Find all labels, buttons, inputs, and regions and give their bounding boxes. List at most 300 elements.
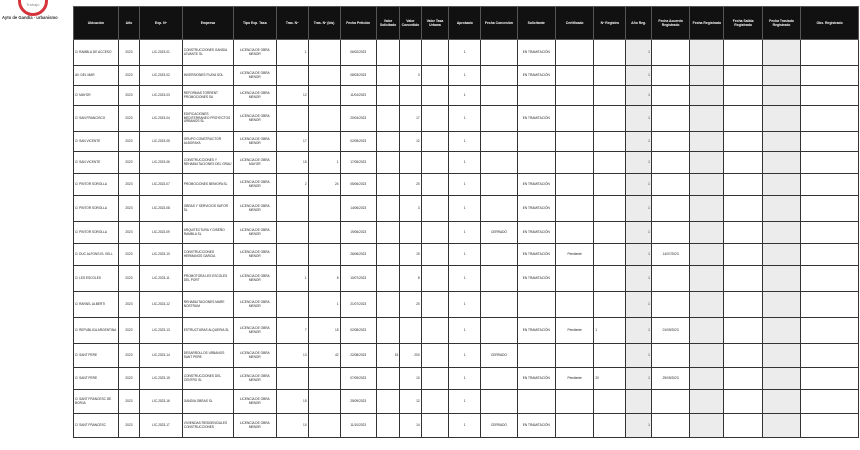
table-cell[interactable] bbox=[594, 266, 626, 292]
table-cell[interactable] bbox=[308, 244, 340, 266]
table-cell[interactable]: 7 bbox=[276, 318, 308, 344]
table-cell[interactable]: LIC-2023-03 bbox=[140, 86, 183, 106]
table-cell[interactable] bbox=[762, 244, 800, 266]
table-cell[interactable] bbox=[690, 152, 724, 174]
table-cell[interactable] bbox=[555, 414, 593, 438]
table-cell[interactable]: 8 bbox=[308, 266, 340, 292]
column-header[interactable]: Fecha Traslado Registrado bbox=[762, 7, 800, 40]
table-cell[interactable]: LICENCIA DE OBRA MENOR bbox=[233, 196, 276, 222]
column-header[interactable]: Valor Concedido bbox=[400, 7, 421, 40]
table-cell[interactable] bbox=[555, 132, 593, 152]
table-cell[interactable] bbox=[481, 40, 517, 66]
table-cell[interactable]: 1 bbox=[626, 266, 652, 292]
table-cell[interactable] bbox=[594, 344, 626, 368]
table-cell[interactable]: C/ RAMBLA DE ACCESO bbox=[74, 40, 119, 66]
table-cell[interactable]: ARQUITECTURA Y DISEÑO RAMBLA SL bbox=[182, 222, 233, 244]
table-cell[interactable]: 11/04/2023 bbox=[340, 86, 376, 106]
table-cell[interactable] bbox=[690, 40, 724, 66]
table-cell[interactable]: 1 bbox=[449, 368, 481, 390]
table-cell[interactable] bbox=[724, 86, 762, 106]
table-cell[interactable]: LIC-2023-08 bbox=[140, 196, 183, 222]
table-cell[interactable]: C/ SANT PERE bbox=[74, 368, 119, 390]
table-cell[interactable] bbox=[308, 132, 340, 152]
table-cell[interactable] bbox=[400, 222, 421, 244]
table-cell[interactable]: 1 bbox=[626, 66, 652, 86]
table-cell[interactable] bbox=[421, 132, 449, 152]
table-cell[interactable]: LIC-2023-05 bbox=[140, 132, 183, 152]
table-cell[interactable] bbox=[421, 266, 449, 292]
table-cell[interactable]: 15 bbox=[276, 390, 308, 414]
table-cell[interactable] bbox=[594, 66, 626, 86]
table-cell[interactable]: LICENCIA DE OBRA MENOR bbox=[233, 266, 276, 292]
table-cell[interactable]: 01/09/2023 bbox=[651, 318, 689, 344]
table-cell[interactable] bbox=[690, 66, 724, 86]
table-cell[interactable]: C/ MAYOR bbox=[74, 86, 119, 106]
table-cell[interactable] bbox=[481, 368, 517, 390]
column-header[interactable]: Aprobado bbox=[449, 7, 481, 40]
table-cell[interactable]: 1 bbox=[449, 318, 481, 344]
table-row[interactable] bbox=[74, 174, 859, 196]
table-row[interactable] bbox=[74, 132, 859, 152]
table-cell[interactable]: EN TRAMITACIÓN bbox=[517, 368, 555, 390]
table-cell[interactable] bbox=[651, 152, 689, 174]
table-cell[interactable]: LIC-2023-01 bbox=[140, 40, 183, 66]
table-cell[interactable]: 15 bbox=[276, 152, 308, 174]
table-cell[interactable] bbox=[724, 292, 762, 318]
table-cell[interactable] bbox=[481, 390, 517, 414]
table-cell[interactable]: LIC-2023-10 bbox=[140, 244, 183, 266]
table-cell[interactable] bbox=[555, 266, 593, 292]
table-cell[interactable]: 1 bbox=[276, 40, 308, 66]
table-cell[interactable] bbox=[594, 40, 626, 66]
table-cell[interactable] bbox=[555, 390, 593, 414]
table-cell[interactable] bbox=[276, 106, 308, 132]
table-row[interactable] bbox=[74, 292, 859, 318]
table-cell[interactable] bbox=[594, 390, 626, 414]
table-cell[interactable] bbox=[626, 390, 652, 414]
table-cell[interactable] bbox=[690, 196, 724, 222]
table-cell[interactable] bbox=[594, 414, 626, 438]
table-cell[interactable]: 1 bbox=[449, 152, 481, 174]
table-cell[interactable] bbox=[376, 106, 399, 132]
table-cell[interactable] bbox=[376, 368, 399, 390]
table-cell[interactable] bbox=[762, 196, 800, 222]
table-cell[interactable] bbox=[762, 266, 800, 292]
table-cell[interactable] bbox=[762, 390, 800, 414]
table-cell[interactable] bbox=[555, 344, 593, 368]
table-cell[interactable] bbox=[724, 368, 762, 390]
table-cell[interactable] bbox=[762, 106, 800, 132]
table-cell[interactable]: EN TRAMITACIÓN bbox=[517, 66, 555, 86]
table-cell[interactable] bbox=[481, 132, 517, 152]
table-cell[interactable] bbox=[517, 344, 555, 368]
table-cell[interactable]: LIC-2023-06 bbox=[140, 152, 183, 174]
table-cell[interactable]: C/ SANT FRANCESC bbox=[74, 414, 119, 438]
table-cell[interactable] bbox=[762, 86, 800, 106]
table-cell[interactable] bbox=[690, 318, 724, 344]
column-header[interactable]: Fecha Concesión bbox=[481, 7, 517, 40]
table-cell[interactable]: 10 bbox=[276, 414, 308, 438]
table-cell[interactable]: 14/07/2023 bbox=[651, 244, 689, 266]
table-cell[interactable] bbox=[376, 222, 399, 244]
table-cell[interactable]: 1 bbox=[626, 414, 652, 438]
table-cell[interactable] bbox=[376, 132, 399, 152]
table-cell[interactable] bbox=[421, 390, 449, 414]
table-cell[interactable]: 12 bbox=[276, 86, 308, 106]
table-cell[interactable]: 3 bbox=[400, 196, 421, 222]
table-row[interactable] bbox=[74, 40, 859, 66]
column-header[interactable]: Obs. Registrado bbox=[801, 7, 859, 40]
table-cell[interactable]: C/ RAFAEL ALBERTI bbox=[74, 292, 119, 318]
table-cell[interactable]: 2023 bbox=[118, 390, 139, 414]
table-cell[interactable]: 24 bbox=[308, 174, 340, 196]
table-cell[interactable] bbox=[555, 66, 593, 86]
table-cell[interactable] bbox=[276, 222, 308, 244]
table-cell[interactable]: 1 bbox=[626, 292, 652, 318]
table-cell[interactable]: 1 bbox=[626, 152, 652, 174]
table-cell[interactable]: 2023 bbox=[118, 344, 139, 368]
table-cell[interactable]: C/ REPUBLICA ARGENTINA bbox=[74, 318, 119, 344]
table-cell[interactable]: EN TRAMITACIÓN bbox=[517, 414, 555, 438]
table-cell[interactable] bbox=[481, 106, 517, 132]
table-cell[interactable] bbox=[651, 132, 689, 152]
table-cell[interactable]: C/ SAN VICENTE bbox=[74, 152, 119, 174]
table-cell[interactable] bbox=[724, 222, 762, 244]
table-cell[interactable]: LIC-2023-02 bbox=[140, 66, 183, 86]
table-cell[interactable]: 20 bbox=[594, 368, 626, 390]
table-cell[interactable]: 1 bbox=[626, 368, 652, 390]
table-cell[interactable] bbox=[724, 174, 762, 196]
table-cell[interactable]: LICENCIA DE OBRA MENOR bbox=[233, 106, 276, 132]
table-cell[interactable] bbox=[276, 368, 308, 390]
table-cell[interactable] bbox=[421, 86, 449, 106]
column-header[interactable]: Año bbox=[118, 7, 139, 40]
table-cell[interactable]: LIC-2023-12 bbox=[140, 292, 183, 318]
table-cell[interactable]: 1 bbox=[626, 244, 652, 266]
table-cell[interactable]: LICENCIA DE OBRA MENOR bbox=[233, 174, 276, 196]
table-cell[interactable] bbox=[724, 152, 762, 174]
table-cell[interactable] bbox=[651, 66, 689, 86]
table-cell[interactable] bbox=[517, 390, 555, 414]
table-cell[interactable] bbox=[594, 222, 626, 244]
table-cell[interactable]: 13 bbox=[276, 344, 308, 368]
table-cell[interactable] bbox=[801, 132, 859, 152]
table-cell[interactable]: 1 bbox=[626, 318, 652, 344]
table-cell[interactable]: AV. DEL MAR bbox=[74, 66, 119, 86]
table-cell[interactable] bbox=[421, 344, 449, 368]
table-cell[interactable] bbox=[594, 152, 626, 174]
table-row[interactable] bbox=[74, 66, 859, 86]
table-cell[interactable] bbox=[801, 152, 859, 174]
table-cell[interactable] bbox=[400, 318, 421, 344]
table-cell[interactable]: 08/03/2023 bbox=[340, 66, 376, 86]
table-cell[interactable]: LICENCIA DE OBRA MENOR bbox=[233, 390, 276, 414]
column-header[interactable]: Solicitante bbox=[517, 7, 555, 40]
table-cell[interactable]: LICENCIA DE OBRA MENOR bbox=[233, 414, 276, 438]
table-cell[interactable] bbox=[376, 40, 399, 66]
table-cell[interactable]: Pendiente bbox=[555, 368, 593, 390]
table-cell[interactable]: 2023 bbox=[118, 106, 139, 132]
column-header[interactable]: Valor Tasa Urbana bbox=[421, 7, 449, 40]
table-cell[interactable] bbox=[724, 390, 762, 414]
table-cell[interactable]: LIC-2023-17 bbox=[140, 414, 183, 438]
table-cell[interactable]: C/ DUC ALFONS EL VELL bbox=[74, 244, 119, 266]
table-cell[interactable] bbox=[421, 222, 449, 244]
table-cell[interactable] bbox=[762, 318, 800, 344]
table-cell[interactable]: 1 bbox=[276, 266, 308, 292]
table-cell[interactable]: EDIFICACIONES MEDITERRANEO PROYECTOS URBANOS SL bbox=[182, 106, 233, 132]
table-cell[interactable] bbox=[308, 106, 340, 132]
table-cell[interactable] bbox=[421, 368, 449, 390]
table-cell[interactable] bbox=[276, 196, 308, 222]
table-cell[interactable]: 20/04/2023 bbox=[340, 106, 376, 132]
table-cell[interactable]: 29/09/2023 bbox=[651, 368, 689, 390]
table-cell[interactable]: 02/08/2023 bbox=[340, 318, 376, 344]
table-cell[interactable] bbox=[376, 292, 399, 318]
table-cell[interactable]: CERRADO bbox=[481, 344, 517, 368]
table-cell[interactable] bbox=[376, 86, 399, 106]
table-cell[interactable] bbox=[276, 244, 308, 266]
table-cell[interactable]: 1 bbox=[594, 318, 626, 344]
table-cell[interactable]: C/ SAN FRANCISCO bbox=[74, 106, 119, 132]
column-header[interactable]: Fecha Salida Registrado bbox=[724, 7, 762, 40]
column-header[interactable]: Tras. Nº (bis) bbox=[308, 7, 340, 40]
table-cell[interactable] bbox=[555, 86, 593, 106]
table-cell[interactable]: 14 bbox=[400, 414, 421, 438]
table-cell[interactable] bbox=[724, 344, 762, 368]
table-cell[interactable] bbox=[762, 152, 800, 174]
table-cell[interactable]: C/ SANT PERE bbox=[74, 344, 119, 368]
table-cell[interactable] bbox=[421, 318, 449, 344]
table-cell[interactable] bbox=[762, 222, 800, 244]
table-cell[interactable]: 07/09/2023 bbox=[340, 368, 376, 390]
table-cell[interactable]: 1 bbox=[449, 196, 481, 222]
table-cell[interactable]: LICENCIA DE OBRA MENOR bbox=[233, 244, 276, 266]
table-cell[interactable]: 20 bbox=[400, 174, 421, 196]
table-cell[interactable] bbox=[594, 174, 626, 196]
table-cell[interactable]: Pendiente bbox=[555, 244, 593, 266]
table-cell[interactable] bbox=[724, 196, 762, 222]
table-cell[interactable]: 3 bbox=[400, 66, 421, 86]
table-cell[interactable] bbox=[801, 344, 859, 368]
table-cell[interactable] bbox=[421, 152, 449, 174]
table-cell[interactable] bbox=[555, 222, 593, 244]
table-cell[interactable] bbox=[481, 244, 517, 266]
column-header[interactable]: Empresa bbox=[182, 7, 233, 40]
table-cell[interactable]: 1 bbox=[626, 222, 652, 244]
table-cell[interactable] bbox=[724, 132, 762, 152]
table-cell[interactable]: GANDIA OBRAS SL bbox=[182, 390, 233, 414]
table-cell[interactable] bbox=[517, 292, 555, 318]
table-cell[interactable] bbox=[690, 266, 724, 292]
table-cell[interactable]: EN TRAMITACIÓN bbox=[517, 244, 555, 266]
table-cell[interactable]: C/ PINTOR SOROLLA bbox=[74, 174, 119, 196]
table-cell[interactable] bbox=[308, 86, 340, 106]
table-cell[interactable] bbox=[801, 196, 859, 222]
table-cell[interactable]: 05/06/2023 bbox=[340, 174, 376, 196]
table-cell[interactable] bbox=[762, 132, 800, 152]
table-cell[interactable]: REFORMAS TORRENT PROMOCIONES SA bbox=[182, 86, 233, 106]
table-cell[interactable] bbox=[801, 390, 859, 414]
table-cell[interactable]: 2023 bbox=[118, 196, 139, 222]
column-header[interactable]: Ubicación bbox=[74, 7, 119, 40]
table-cell[interactable]: 1 bbox=[626, 86, 652, 106]
table-cell[interactable]: 2 bbox=[276, 174, 308, 196]
table-cell[interactable] bbox=[762, 344, 800, 368]
table-cell[interactable] bbox=[421, 40, 449, 66]
table-cell[interactable] bbox=[308, 390, 340, 414]
table-cell[interactable]: 11/10/2023 bbox=[340, 414, 376, 438]
column-header[interactable]: Nº Registro bbox=[594, 7, 626, 40]
table-cell[interactable] bbox=[308, 222, 340, 244]
table-cell[interactable]: ESTRUCTURAS ALQUERIA SL bbox=[182, 318, 233, 344]
table-cell[interactable] bbox=[308, 40, 340, 66]
table-cell[interactable]: 21/07/2023 bbox=[340, 292, 376, 318]
table-cell[interactable]: 1 bbox=[449, 86, 481, 106]
table-cell[interactable]: 2023 bbox=[118, 368, 139, 390]
table-cell[interactable] bbox=[481, 86, 517, 106]
table-cell[interactable]: 200 bbox=[400, 344, 421, 368]
column-header[interactable]: Año Reg. bbox=[626, 7, 652, 40]
table-cell[interactable]: C/ SANT FRANCESC DE BORJA bbox=[74, 390, 119, 414]
table-cell[interactable]: LIC-2023-16 bbox=[140, 390, 183, 414]
table-row[interactable] bbox=[74, 222, 859, 244]
table-cell[interactable]: 17 bbox=[276, 132, 308, 152]
table-cell[interactable] bbox=[801, 174, 859, 196]
table-cell[interactable] bbox=[690, 344, 724, 368]
table-cell[interactable]: EN TRAMITACIÓN bbox=[517, 266, 555, 292]
table-cell[interactable] bbox=[481, 66, 517, 86]
table-cell[interactable]: 1 bbox=[626, 344, 652, 368]
table-cell[interactable]: LICENCIA DE OBRA MENOR bbox=[233, 368, 276, 390]
table-cell[interactable] bbox=[724, 106, 762, 132]
table-cell[interactable]: PROMOTORA LES ESCOLES DEL PORT bbox=[182, 266, 233, 292]
table-cell[interactable] bbox=[376, 318, 399, 344]
table-cell[interactable]: 19/06/2023 bbox=[340, 222, 376, 244]
table-cell[interactable] bbox=[594, 292, 626, 318]
table-cell[interactable] bbox=[308, 66, 340, 86]
table-cell[interactable]: 2023 bbox=[118, 318, 139, 344]
table-row[interactable] bbox=[74, 318, 859, 344]
table-cell[interactable]: 25/09/2023 bbox=[340, 390, 376, 414]
table-cell[interactable] bbox=[801, 292, 859, 318]
table-cell[interactable] bbox=[555, 196, 593, 222]
table-cell[interactable] bbox=[481, 266, 517, 292]
table-cell[interactable]: 1 bbox=[449, 106, 481, 132]
table-cell[interactable]: 02/05/2023 bbox=[340, 132, 376, 152]
table-row[interactable] bbox=[74, 414, 859, 438]
table-cell[interactable]: 2023 bbox=[118, 222, 139, 244]
table-cell[interactable] bbox=[421, 66, 449, 86]
table-cell[interactable] bbox=[481, 318, 517, 344]
table-cell[interactable] bbox=[762, 368, 800, 390]
table-cell[interactable] bbox=[517, 86, 555, 106]
table-row[interactable] bbox=[74, 106, 859, 132]
table-cell[interactable] bbox=[801, 66, 859, 86]
table-row[interactable] bbox=[74, 86, 859, 106]
table-cell[interactable] bbox=[376, 390, 399, 414]
table-cell[interactable] bbox=[762, 414, 800, 438]
table-cell[interactable] bbox=[594, 244, 626, 266]
table-cell[interactable]: DESARROLLOS URBANOS SANT PERE bbox=[182, 344, 233, 368]
table-cell[interactable]: 10 bbox=[400, 368, 421, 390]
table-cell[interactable]: 1 bbox=[449, 132, 481, 152]
table-cell[interactable]: LICENCIA DE OBRA MENOR bbox=[233, 222, 276, 244]
table-cell[interactable]: 1 bbox=[626, 106, 652, 132]
table-cell[interactable]: OBRAS Y SERVICIOS SAFOR SL bbox=[182, 196, 233, 222]
table-cell[interactable] bbox=[308, 414, 340, 438]
table-cell[interactable] bbox=[594, 132, 626, 152]
table-cell[interactable] bbox=[651, 106, 689, 132]
table-cell[interactable] bbox=[690, 174, 724, 196]
table-cell[interactable] bbox=[376, 414, 399, 438]
table-cell[interactable] bbox=[376, 174, 399, 196]
table-cell[interactable]: C/ LES ESCOLES bbox=[74, 266, 119, 292]
table-cell[interactable]: 1 bbox=[449, 174, 481, 196]
table-cell[interactable] bbox=[651, 86, 689, 106]
table-cell[interactable] bbox=[400, 40, 421, 66]
table-cell[interactable] bbox=[651, 266, 689, 292]
table-cell[interactable] bbox=[481, 196, 517, 222]
table-cell[interactable]: 2023 bbox=[118, 174, 139, 196]
table-cell[interactable] bbox=[376, 266, 399, 292]
table-cell[interactable] bbox=[421, 106, 449, 132]
table-cell[interactable]: 1 bbox=[449, 40, 481, 66]
table-cell[interactable] bbox=[724, 318, 762, 344]
table-cell[interactable]: Pendiente bbox=[555, 318, 593, 344]
table-cell[interactable] bbox=[421, 174, 449, 196]
table-cell[interactable] bbox=[762, 66, 800, 86]
table-cell[interactable] bbox=[421, 244, 449, 266]
table-cell[interactable]: PROMOCIONES BENIOPA SL bbox=[182, 174, 233, 196]
table-cell[interactable]: CERRADO bbox=[481, 222, 517, 244]
table-cell[interactable] bbox=[762, 174, 800, 196]
column-header[interactable]: Valor Solicitado bbox=[376, 7, 399, 40]
table-cell[interactable] bbox=[762, 292, 800, 318]
table-cell[interactable]: REHABILITACIONES MARE NOSTRUM bbox=[182, 292, 233, 318]
table-cell[interactable]: LIC-2023-15 bbox=[140, 368, 183, 390]
column-header[interactable]: Fecha Petición bbox=[340, 7, 376, 40]
table-cell[interactable]: EN TRAMITACIÓN bbox=[517, 318, 555, 344]
table-cell[interactable]: CERRADO bbox=[481, 414, 517, 438]
table-cell[interactable]: 2023 bbox=[118, 244, 139, 266]
table-cell[interactable] bbox=[594, 86, 626, 106]
table-cell[interactable]: LIC-2023-04 bbox=[140, 106, 183, 132]
table-cell[interactable]: LICENCIA DE OBRA MAYOR bbox=[233, 152, 276, 174]
table-cell[interactable] bbox=[421, 292, 449, 318]
table-cell[interactable]: 1 bbox=[626, 196, 652, 222]
table-cell[interactable]: 19 bbox=[400, 244, 421, 266]
table-cell[interactable]: EN TRAMITACIÓN bbox=[517, 222, 555, 244]
table-cell[interactable]: LIC-2023-09 bbox=[140, 222, 183, 244]
table-cell[interactable] bbox=[421, 196, 449, 222]
table-cell[interactable]: 1 bbox=[449, 266, 481, 292]
table-cell[interactable] bbox=[594, 106, 626, 132]
table-cell[interactable] bbox=[308, 368, 340, 390]
table-cell[interactable] bbox=[801, 414, 859, 438]
table-cell[interactable] bbox=[724, 414, 762, 438]
table-cell[interactable]: LICENCIA DE OBRA MENOR bbox=[233, 86, 276, 106]
table-cell[interactable] bbox=[400, 86, 421, 106]
table-cell[interactable] bbox=[690, 106, 724, 132]
table-cell[interactable] bbox=[651, 196, 689, 222]
table-cell[interactable]: 1 bbox=[308, 292, 340, 318]
table-cell[interactable] bbox=[517, 152, 555, 174]
table-cell[interactable]: 1 bbox=[449, 244, 481, 266]
table-cell[interactable] bbox=[651, 174, 689, 196]
table-cell[interactable]: 1 bbox=[449, 414, 481, 438]
table-cell[interactable]: LICENCIA DE OBRA MENOR bbox=[233, 132, 276, 152]
